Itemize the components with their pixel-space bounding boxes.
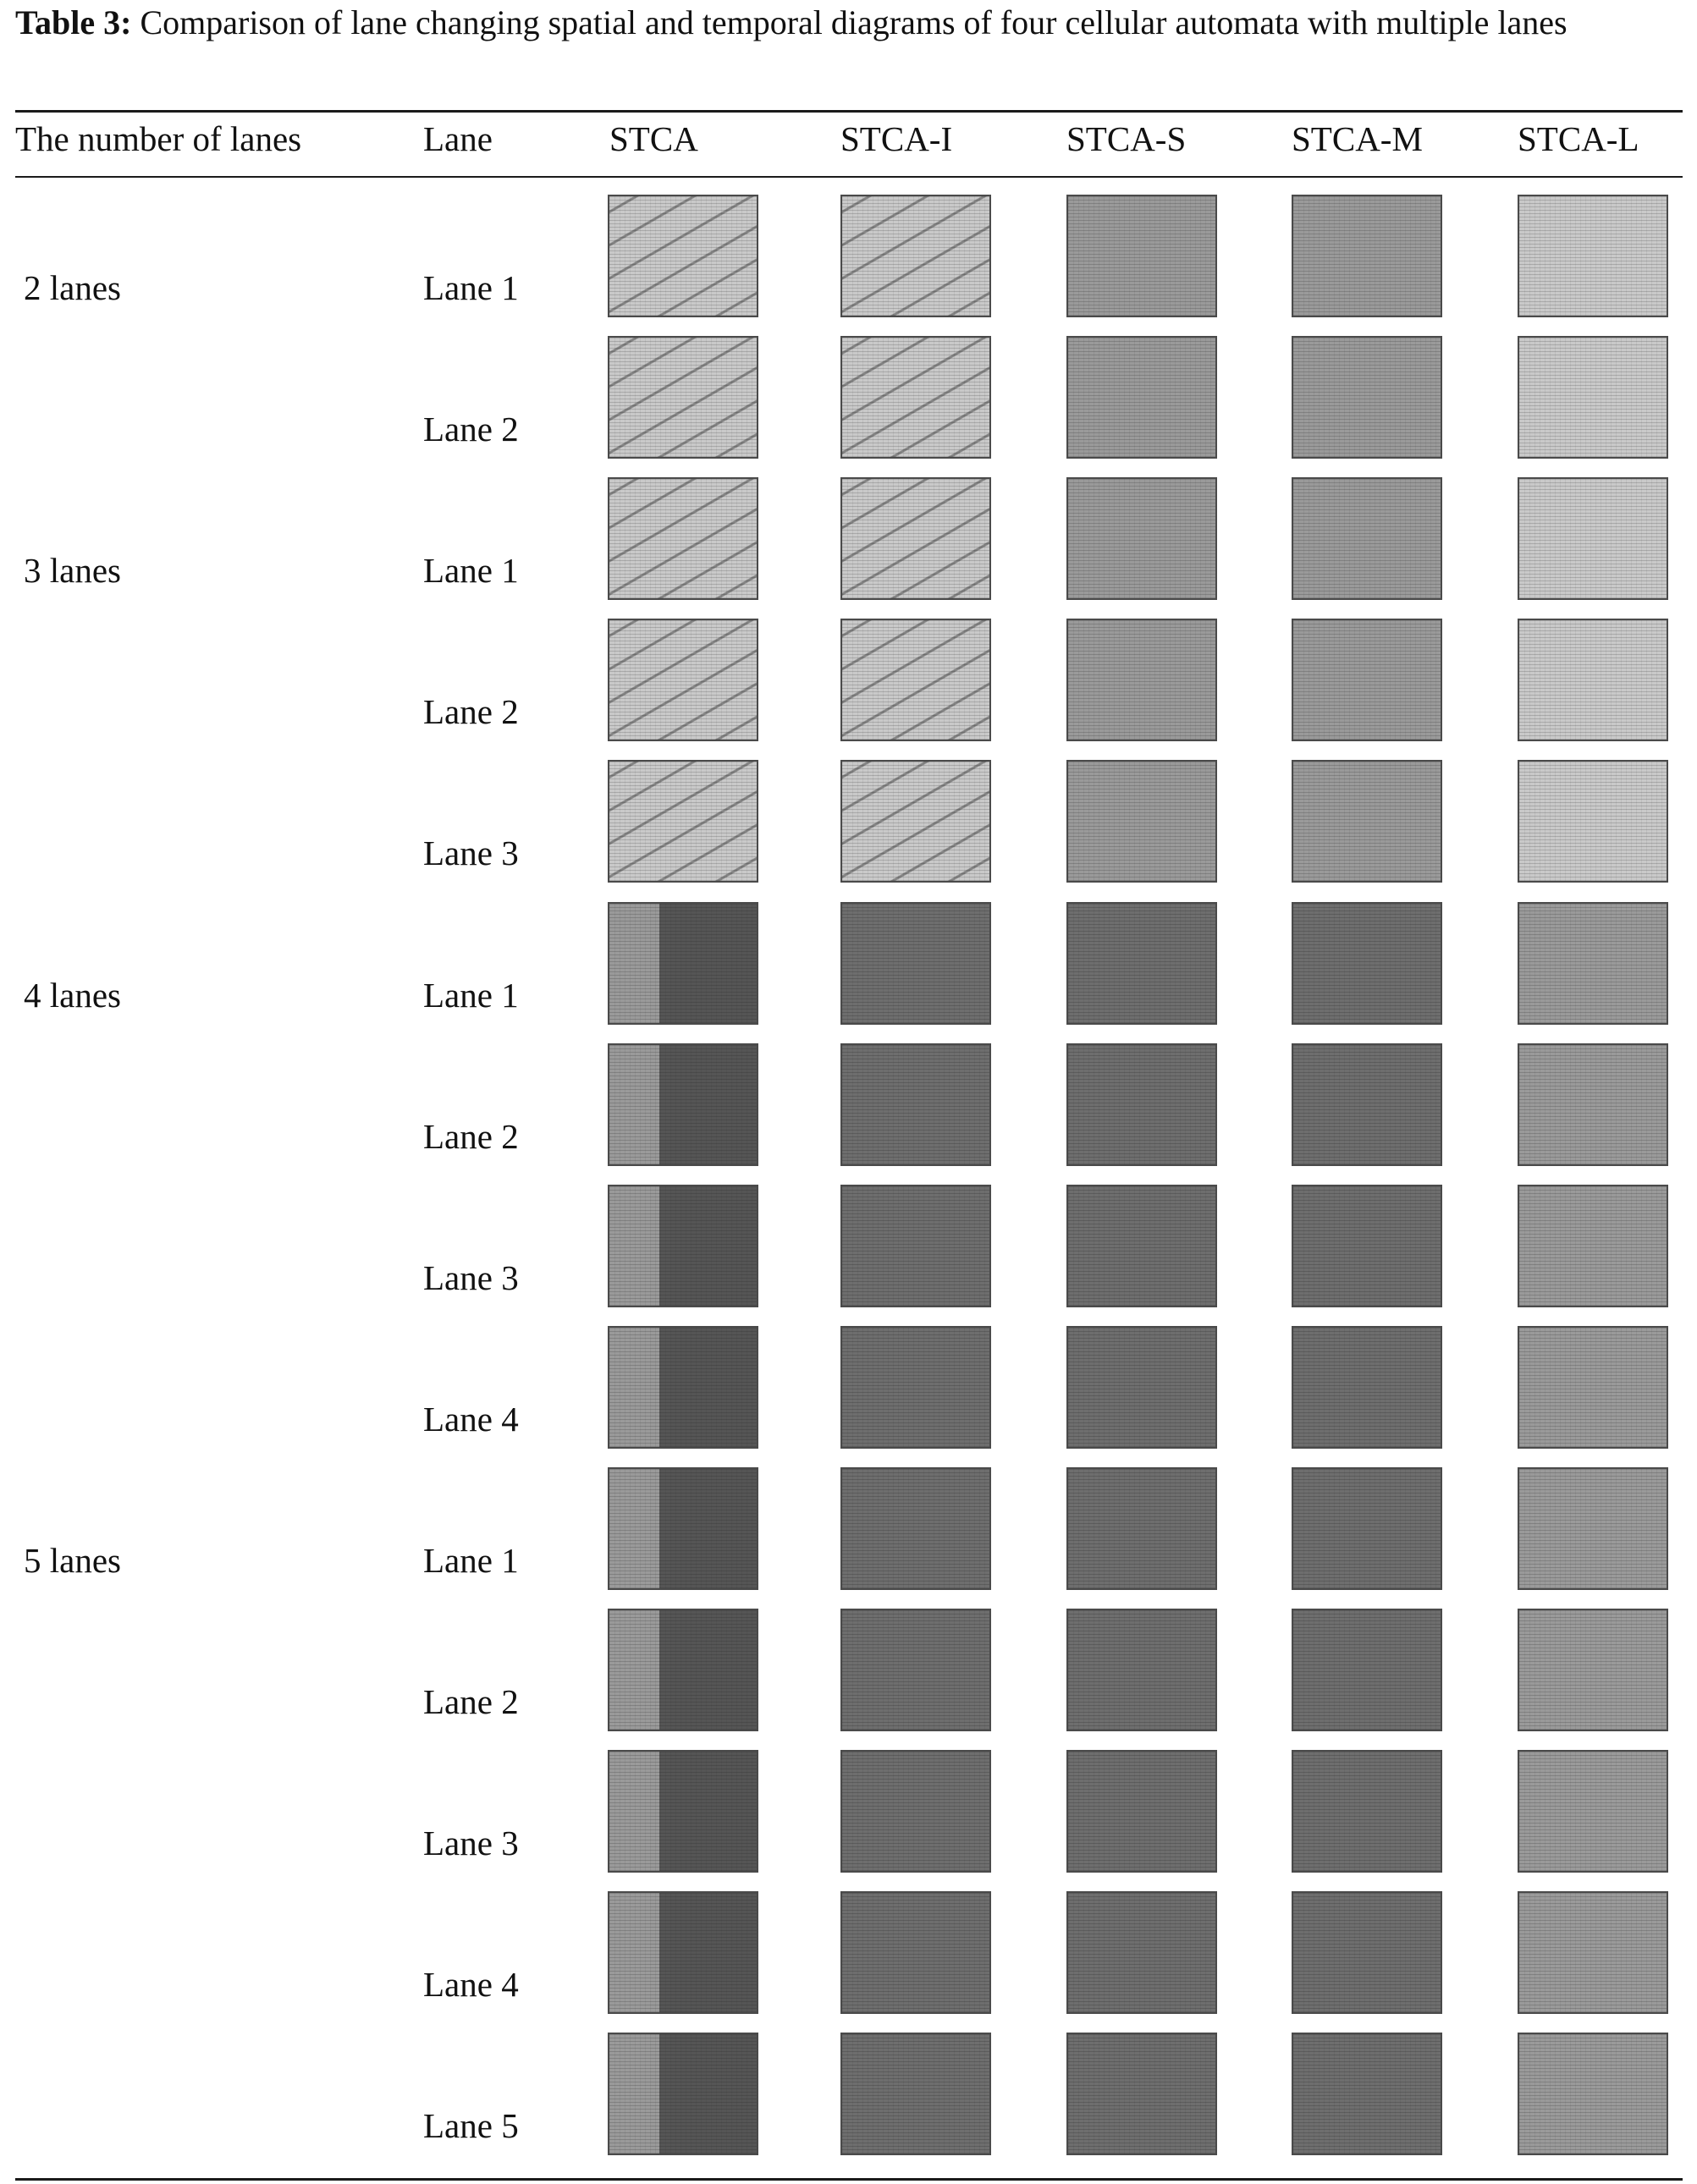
diagram-texture bbox=[842, 1610, 989, 1730]
spatiotemporal-diagram-stca-s bbox=[1066, 477, 1217, 600]
spatiotemporal-diagram-stca-m bbox=[1292, 760, 1442, 883]
spatiotemporal-diagram-stca bbox=[608, 2033, 758, 2155]
table-caption-label: Table 3: bbox=[15, 3, 132, 41]
diagram-texture bbox=[1519, 620, 1667, 740]
spatiotemporal-diagram-stca-i bbox=[840, 1609, 991, 1731]
diagram-texture bbox=[842, 1752, 989, 1871]
spatiotemporal-diagram-stca bbox=[608, 1609, 758, 1731]
header-number-of-lanes: The number of lanes bbox=[15, 119, 302, 158]
spatiotemporal-diagram-stca-i bbox=[840, 336, 991, 459]
spatiotemporal-diagram-stca bbox=[608, 902, 758, 1025]
lane-label: Lane 4 bbox=[423, 1399, 519, 1439]
header-stca: STCA bbox=[609, 119, 698, 158]
spatiotemporal-diagram-stca-i bbox=[840, 902, 991, 1025]
spatiotemporal-diagram-stca-s bbox=[1066, 619, 1217, 741]
diagram-texture bbox=[1519, 904, 1667, 1023]
diagram-streaks bbox=[842, 196, 989, 316]
diagram-texture bbox=[1293, 338, 1441, 457]
spatiotemporal-diagram-stca-i bbox=[840, 619, 991, 741]
table-header-rule bbox=[15, 176, 1683, 178]
spatiotemporal-diagram-stca bbox=[608, 195, 758, 317]
spatiotemporal-diagram-stca bbox=[608, 1750, 758, 1873]
diagram-texture bbox=[842, 1893, 989, 2012]
diagram-texture bbox=[1519, 762, 1667, 881]
lane-label: Lane 3 bbox=[423, 1257, 519, 1297]
lane-label: Lane 1 bbox=[423, 551, 519, 591]
spatiotemporal-diagram-stca-s bbox=[1066, 1750, 1217, 1873]
spatiotemporal-diagram-stca-s bbox=[1066, 2033, 1217, 2155]
spatiotemporal-diagram-stca-s bbox=[1066, 1609, 1217, 1731]
spatiotemporal-diagram-stca-l bbox=[1518, 1750, 1668, 1873]
spatiotemporal-diagram-stca-i bbox=[840, 2033, 991, 2155]
group-label: 2 lanes bbox=[24, 268, 121, 307]
diagram-texture bbox=[1519, 196, 1667, 316]
spatiotemporal-diagram-stca-l bbox=[1518, 1609, 1668, 1731]
lane-label: Lane 2 bbox=[423, 692, 519, 732]
spatiotemporal-diagram-stca bbox=[608, 477, 758, 600]
spatiotemporal-diagram-stca-m bbox=[1292, 1326, 1442, 1449]
diagram-texture bbox=[1068, 1045, 1215, 1164]
header-stca-m: STCA-M bbox=[1292, 119, 1423, 158]
spatiotemporal-diagram-stca bbox=[608, 1043, 758, 1166]
diagram-texture bbox=[1068, 2034, 1215, 2154]
spatiotemporal-diagram-stca-m bbox=[1292, 195, 1442, 317]
diagram-texture bbox=[1068, 1610, 1215, 1730]
diagram-texture bbox=[1068, 1469, 1215, 1588]
diagram-texture bbox=[1519, 1610, 1667, 1730]
header-stca-l: STCA-L bbox=[1518, 119, 1639, 158]
diagram-jam-front bbox=[659, 1752, 757, 1871]
diagram-texture bbox=[1519, 2034, 1667, 2154]
lane-label: Lane 2 bbox=[423, 410, 519, 449]
spatiotemporal-diagram-stca-i bbox=[840, 760, 991, 883]
spatiotemporal-diagram-stca-m bbox=[1292, 1185, 1442, 1307]
diagram-streaks bbox=[842, 479, 989, 598]
spatiotemporal-diagram-stca-l bbox=[1518, 760, 1668, 883]
spatiotemporal-diagram-stca-i bbox=[840, 195, 991, 317]
spatiotemporal-diagram-stca-l bbox=[1518, 195, 1668, 317]
diagram-texture bbox=[1068, 1186, 1215, 1306]
diagram-streaks bbox=[842, 762, 989, 881]
diagram-texture bbox=[1519, 1328, 1667, 1447]
diagram-texture bbox=[1293, 1469, 1441, 1588]
diagram-texture bbox=[1068, 1893, 1215, 2012]
table-bottom-rule bbox=[15, 2178, 1683, 2181]
spatiotemporal-diagram-stca-l bbox=[1518, 477, 1668, 600]
diagram-texture bbox=[1519, 1752, 1667, 1871]
diagram-jam-front bbox=[659, 904, 757, 1023]
group-label: 4 lanes bbox=[24, 975, 121, 1015]
diagram-texture bbox=[1519, 1469, 1667, 1588]
spatiotemporal-diagram-stca-l bbox=[1518, 1185, 1668, 1307]
spatiotemporal-diagram-stca-m bbox=[1292, 1750, 1442, 1873]
group-label: 5 lanes bbox=[24, 1540, 121, 1580]
diagram-jam-front bbox=[659, 1469, 757, 1588]
spatiotemporal-diagram-stca-m bbox=[1292, 336, 1442, 459]
lane-label: Lane 2 bbox=[423, 1682, 519, 1721]
spatiotemporal-diagram-stca-s bbox=[1066, 1467, 1217, 1590]
diagram-texture bbox=[842, 2034, 989, 2154]
diagram-texture bbox=[842, 1045, 989, 1164]
table-caption-text: Comparison of lane changing spatial and temporal diagrams of four cellular automata with multiple lanes bbox=[140, 3, 1568, 41]
spatiotemporal-diagram-stca-l bbox=[1518, 2033, 1668, 2155]
diagram-texture bbox=[842, 1328, 989, 1447]
spatiotemporal-diagram-stca-s bbox=[1066, 1043, 1217, 1166]
diagram-texture bbox=[1068, 479, 1215, 598]
diagram-texture bbox=[1293, 620, 1441, 740]
spatiotemporal-diagram-stca-m bbox=[1292, 477, 1442, 600]
table-top-rule bbox=[15, 110, 1683, 113]
diagram-texture bbox=[1293, 1328, 1441, 1447]
spatiotemporal-diagram-stca bbox=[608, 1185, 758, 1307]
diagram-texture bbox=[1293, 1610, 1441, 1730]
diagram-texture bbox=[1068, 1752, 1215, 1871]
diagram-texture bbox=[842, 1469, 989, 1588]
diagram-texture bbox=[1293, 2034, 1441, 2154]
spatiotemporal-diagram-stca-s bbox=[1066, 1326, 1217, 1449]
spatiotemporal-diagram-stca-m bbox=[1292, 902, 1442, 1025]
diagram-streaks bbox=[842, 620, 989, 740]
diagram-texture bbox=[1519, 338, 1667, 457]
diagram-jam-front bbox=[659, 1186, 757, 1306]
diagram-texture bbox=[1293, 904, 1441, 1023]
diagram-texture bbox=[1293, 1186, 1441, 1306]
spatiotemporal-diagram-stca-l bbox=[1518, 1043, 1668, 1166]
spatiotemporal-diagram-stca-l bbox=[1518, 1891, 1668, 2014]
spatiotemporal-diagram-stca-m bbox=[1292, 1891, 1442, 2014]
diagram-jam-front bbox=[659, 2034, 757, 2154]
diagram-texture bbox=[1068, 196, 1215, 316]
spatiotemporal-diagram-stca bbox=[608, 1891, 758, 2014]
diagram-texture bbox=[1068, 904, 1215, 1023]
spatiotemporal-diagram-stca-s bbox=[1066, 1891, 1217, 2014]
spatiotemporal-diagram-stca-l bbox=[1518, 336, 1668, 459]
spatiotemporal-diagram-stca bbox=[608, 1326, 758, 1449]
spatiotemporal-diagram-stca bbox=[608, 1467, 758, 1590]
diagram-texture bbox=[1068, 620, 1215, 740]
diagram-streaks bbox=[609, 479, 757, 598]
group-label: 3 lanes bbox=[24, 551, 121, 591]
diagram-jam-front bbox=[659, 1610, 757, 1730]
diagram-texture bbox=[1519, 1045, 1667, 1164]
diagram-texture bbox=[1068, 338, 1215, 457]
diagram-jam-front bbox=[659, 1045, 757, 1164]
spatiotemporal-diagram-stca-l bbox=[1518, 1467, 1668, 1590]
spatiotemporal-diagram-stca-s bbox=[1066, 760, 1217, 883]
lane-label: Lane 1 bbox=[423, 975, 519, 1015]
spatiotemporal-diagram-stca-i bbox=[840, 477, 991, 600]
diagram-texture bbox=[842, 1186, 989, 1306]
spatiotemporal-diagram-stca-s bbox=[1066, 195, 1217, 317]
diagram-streaks bbox=[609, 620, 757, 740]
diagram-streaks bbox=[609, 196, 757, 316]
spatiotemporal-diagram-stca-m bbox=[1292, 2033, 1442, 2155]
spatiotemporal-diagram-stca-i bbox=[840, 1750, 991, 1873]
diagram-texture bbox=[1068, 1328, 1215, 1447]
spatiotemporal-diagram-stca-i bbox=[840, 1043, 991, 1166]
spatiotemporal-diagram-stca-i bbox=[840, 1326, 991, 1449]
diagram-texture bbox=[1293, 1045, 1441, 1164]
lane-label: Lane 3 bbox=[423, 833, 519, 873]
spatiotemporal-diagram-stca-l bbox=[1518, 619, 1668, 741]
diagram-texture bbox=[842, 904, 989, 1023]
diagram-texture bbox=[1293, 762, 1441, 881]
diagram-streaks bbox=[609, 762, 757, 881]
header-stca-i: STCA-I bbox=[840, 119, 953, 158]
spatiotemporal-diagram-stca-l bbox=[1518, 1326, 1668, 1449]
spatiotemporal-diagram-stca bbox=[608, 760, 758, 883]
spatiotemporal-diagram-stca-s bbox=[1066, 902, 1217, 1025]
spatiotemporal-diagram-stca-m bbox=[1292, 619, 1442, 741]
lane-label: Lane 1 bbox=[423, 268, 519, 307]
diagram-texture bbox=[1519, 1893, 1667, 2012]
lane-label: Lane 1 bbox=[423, 1540, 519, 1580]
header-lane: Lane bbox=[423, 119, 493, 158]
diagram-texture bbox=[1293, 479, 1441, 598]
spatiotemporal-diagram-stca bbox=[608, 619, 758, 741]
diagram-texture bbox=[1293, 196, 1441, 316]
diagram-texture bbox=[1519, 479, 1667, 598]
lane-label: Lane 5 bbox=[423, 2106, 519, 2146]
lane-label: Lane 4 bbox=[423, 1965, 519, 2005]
diagram-texture bbox=[1068, 762, 1215, 881]
spatiotemporal-diagram-stca-m bbox=[1292, 1043, 1442, 1166]
spatiotemporal-diagram-stca-s bbox=[1066, 1185, 1217, 1307]
spatiotemporal-diagram-stca-i bbox=[840, 1891, 991, 2014]
lane-label: Lane 2 bbox=[423, 1116, 519, 1156]
diagram-jam-front bbox=[659, 1328, 757, 1447]
diagram-texture bbox=[1293, 1893, 1441, 2012]
table-caption bbox=[15, 0, 1687, 46]
diagram-texture bbox=[1293, 1752, 1441, 1871]
spatiotemporal-diagram-stca-m bbox=[1292, 1609, 1442, 1731]
spatiotemporal-diagram-stca bbox=[608, 336, 758, 459]
spatiotemporal-diagram-stca-i bbox=[840, 1185, 991, 1307]
spatiotemporal-diagram-stca-i bbox=[840, 1467, 991, 1590]
lane-label: Lane 3 bbox=[423, 1824, 519, 1863]
diagram-texture bbox=[1519, 1186, 1667, 1306]
diagram-jam-front bbox=[659, 1893, 757, 2012]
spatiotemporal-diagram-stca-s bbox=[1066, 336, 1217, 459]
spatiotemporal-diagram-stca-m bbox=[1292, 1467, 1442, 1590]
diagram-streaks bbox=[609, 338, 757, 457]
diagram-streaks bbox=[842, 338, 989, 457]
header-stca-s: STCA-S bbox=[1066, 119, 1187, 158]
spatiotemporal-diagram-stca-l bbox=[1518, 902, 1668, 1025]
